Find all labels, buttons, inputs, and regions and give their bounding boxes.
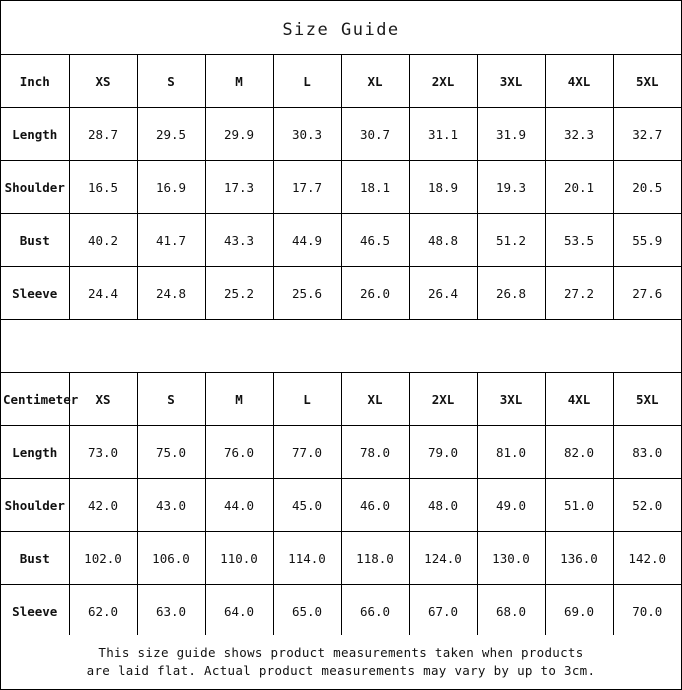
cell-sleeve-3xl: 26.8	[477, 267, 545, 320]
measure-label-bust-cm: Bust	[1, 532, 69, 585]
size-header-cm-s: S	[137, 373, 205, 426]
table-row-bust-inch	[1, 214, 681, 267]
cell-length-m: 29.9	[205, 108, 273, 161]
cell-bust-xl: 46.5	[341, 214, 409, 267]
cell-length-cm-xs: 73.0	[69, 426, 137, 479]
size-header-cm-3xl: 3XL	[477, 373, 545, 426]
cell-length-cm-5xl: 83.0	[613, 426, 681, 479]
cell-shoulder-cm-4xl: 51.0	[545, 479, 613, 532]
size-header-cm-l: L	[273, 373, 341, 426]
footnote-line-1: This size guide shows product measurements taken when products	[98, 645, 584, 660]
table-gap-spacer	[1, 320, 681, 372]
cell-shoulder-xl: 18.1	[341, 161, 409, 214]
cell-shoulder-2xl: 18.9	[409, 161, 477, 214]
cell-sleeve-s: 24.8	[137, 267, 205, 320]
unit-label-centimeter: Centimeter	[1, 373, 69, 426]
cell-shoulder-cm-xs: 42.0	[69, 479, 137, 532]
size-header-4xl: 4XL	[545, 55, 613, 108]
cell-bust-cm-l: 114.0	[273, 532, 341, 585]
size-header-5xl: 5XL	[613, 55, 681, 108]
cell-shoulder-s: 16.9	[137, 161, 205, 214]
cell-sleeve-4xl: 27.2	[545, 267, 613, 320]
cell-sleeve-cm-xs: 62.0	[69, 585, 137, 638]
cell-sleeve-xs: 24.4	[69, 267, 137, 320]
measure-label-length-cm: Length	[1, 426, 69, 479]
size-header-cm-4xl: 4XL	[545, 373, 613, 426]
cell-shoulder-l: 17.7	[273, 161, 341, 214]
cell-bust-cm-xl: 118.0	[341, 532, 409, 585]
cell-sleeve-cm-3xl: 68.0	[477, 585, 545, 638]
cell-shoulder-xs: 16.5	[69, 161, 137, 214]
size-table-inch	[1, 54, 681, 320]
table-row-length-cm	[1, 426, 681, 479]
cell-shoulder-4xl: 20.1	[545, 161, 613, 214]
cell-sleeve-2xl: 26.4	[409, 267, 477, 320]
cell-length-5xl: 32.7	[613, 108, 681, 161]
size-header-m: M	[205, 55, 273, 108]
cell-bust-cm-s: 106.0	[137, 532, 205, 585]
size-header-2xl: 2XL	[409, 55, 477, 108]
cell-shoulder-cm-l: 45.0	[273, 479, 341, 532]
cell-sleeve-l: 25.6	[273, 267, 341, 320]
cell-shoulder-cm-s: 43.0	[137, 479, 205, 532]
cell-length-xl: 30.7	[341, 108, 409, 161]
cell-shoulder-cm-xl: 46.0	[341, 479, 409, 532]
size-header-cm-2xl: 2XL	[409, 373, 477, 426]
cell-sleeve-cm-l: 65.0	[273, 585, 341, 638]
cell-bust-xs: 40.2	[69, 214, 137, 267]
cell-length-cm-4xl: 82.0	[545, 426, 613, 479]
size-header-xl: XL	[341, 55, 409, 108]
cell-bust-cm-xs: 102.0	[69, 532, 137, 585]
page-title: Size Guide	[282, 20, 400, 40]
cell-length-cm-xl: 78.0	[341, 426, 409, 479]
cell-bust-s: 41.7	[137, 214, 205, 267]
size-header-l: L	[273, 55, 341, 108]
cell-length-cm-l: 77.0	[273, 426, 341, 479]
cell-sleeve-cm-xl: 66.0	[341, 585, 409, 638]
cell-shoulder-m: 17.3	[205, 161, 273, 214]
cell-bust-cm-5xl: 142.0	[613, 532, 681, 585]
cell-length-cm-3xl: 81.0	[477, 426, 545, 479]
cell-bust-cm-4xl: 136.0	[545, 532, 613, 585]
cell-sleeve-cm-5xl: 70.0	[613, 585, 681, 638]
cell-shoulder-cm-2xl: 48.0	[409, 479, 477, 532]
table-row-length-inch	[1, 108, 681, 161]
cell-length-4xl: 32.3	[545, 108, 613, 161]
cell-bust-m: 43.3	[205, 214, 273, 267]
footnote-line-2: are laid flat. Actual product measurements may vary by up to 3cm.	[86, 663, 596, 678]
size-header-cm-m: M	[205, 373, 273, 426]
cell-sleeve-cm-4xl: 69.0	[545, 585, 613, 638]
table-header-row	[1, 55, 681, 108]
measure-label-shoulder: Shoulder	[1, 161, 69, 214]
cell-length-2xl: 31.1	[409, 108, 477, 161]
size-header-3xl: 3XL	[477, 55, 545, 108]
cell-shoulder-cm-m: 44.0	[205, 479, 273, 532]
measure-label-sleeve: Sleeve	[1, 267, 69, 320]
size-table-centimeter	[1, 372, 681, 638]
size-header-cm-xs: XS	[69, 373, 137, 426]
cell-shoulder-3xl: 19.3	[477, 161, 545, 214]
cell-length-3xl: 31.9	[477, 108, 545, 161]
table-row-shoulder-inch	[1, 161, 681, 214]
cell-bust-5xl: 55.9	[613, 214, 681, 267]
cell-bust-cm-2xl: 124.0	[409, 532, 477, 585]
size-header-cm-xl: XL	[341, 373, 409, 426]
measure-label-shoulder-cm: Shoulder	[1, 479, 69, 532]
table-row-bust-cm	[1, 532, 681, 585]
size-header-xs: XS	[69, 55, 137, 108]
cell-sleeve-5xl: 27.6	[613, 267, 681, 320]
cell-bust-cm-m: 110.0	[205, 532, 273, 585]
cell-length-s: 29.5	[137, 108, 205, 161]
cell-shoulder-5xl: 20.5	[613, 161, 681, 214]
cell-sleeve-xl: 26.0	[341, 267, 409, 320]
cell-sleeve-cm-m: 64.0	[205, 585, 273, 638]
size-header-cm-5xl: 5XL	[613, 373, 681, 426]
table-row-sleeve-inch	[1, 267, 681, 320]
cell-length-xs: 28.7	[69, 108, 137, 161]
table-row-shoulder-cm	[1, 479, 681, 532]
cell-bust-cm-3xl: 130.0	[477, 532, 545, 585]
cell-length-cm-s: 75.0	[137, 426, 205, 479]
cell-bust-l: 44.9	[273, 214, 341, 267]
cell-sleeve-cm-2xl: 67.0	[409, 585, 477, 638]
table-row-sleeve-cm	[1, 585, 681, 638]
cell-sleeve-cm-s: 63.0	[137, 585, 205, 638]
cell-length-cm-m: 76.0	[205, 426, 273, 479]
table-header-row-cm	[1, 373, 681, 426]
measure-label-bust: Bust	[1, 214, 69, 267]
cell-bust-3xl: 51.2	[477, 214, 545, 267]
cell-sleeve-m: 25.2	[205, 267, 273, 320]
cell-shoulder-cm-5xl: 52.0	[613, 479, 681, 532]
size-guide-footnote	[1, 635, 681, 689]
cell-bust-4xl: 53.5	[545, 214, 613, 267]
cell-shoulder-cm-3xl: 49.0	[477, 479, 545, 532]
cell-length-cm-2xl: 79.0	[409, 426, 477, 479]
measure-label-length: Length	[1, 108, 69, 161]
cell-length-l: 30.3	[273, 108, 341, 161]
unit-label-inch: Inch	[1, 55, 69, 108]
cell-bust-2xl: 48.8	[409, 214, 477, 267]
measure-label-sleeve-cm: Sleeve	[1, 585, 69, 638]
size-header-s: S	[137, 55, 205, 108]
